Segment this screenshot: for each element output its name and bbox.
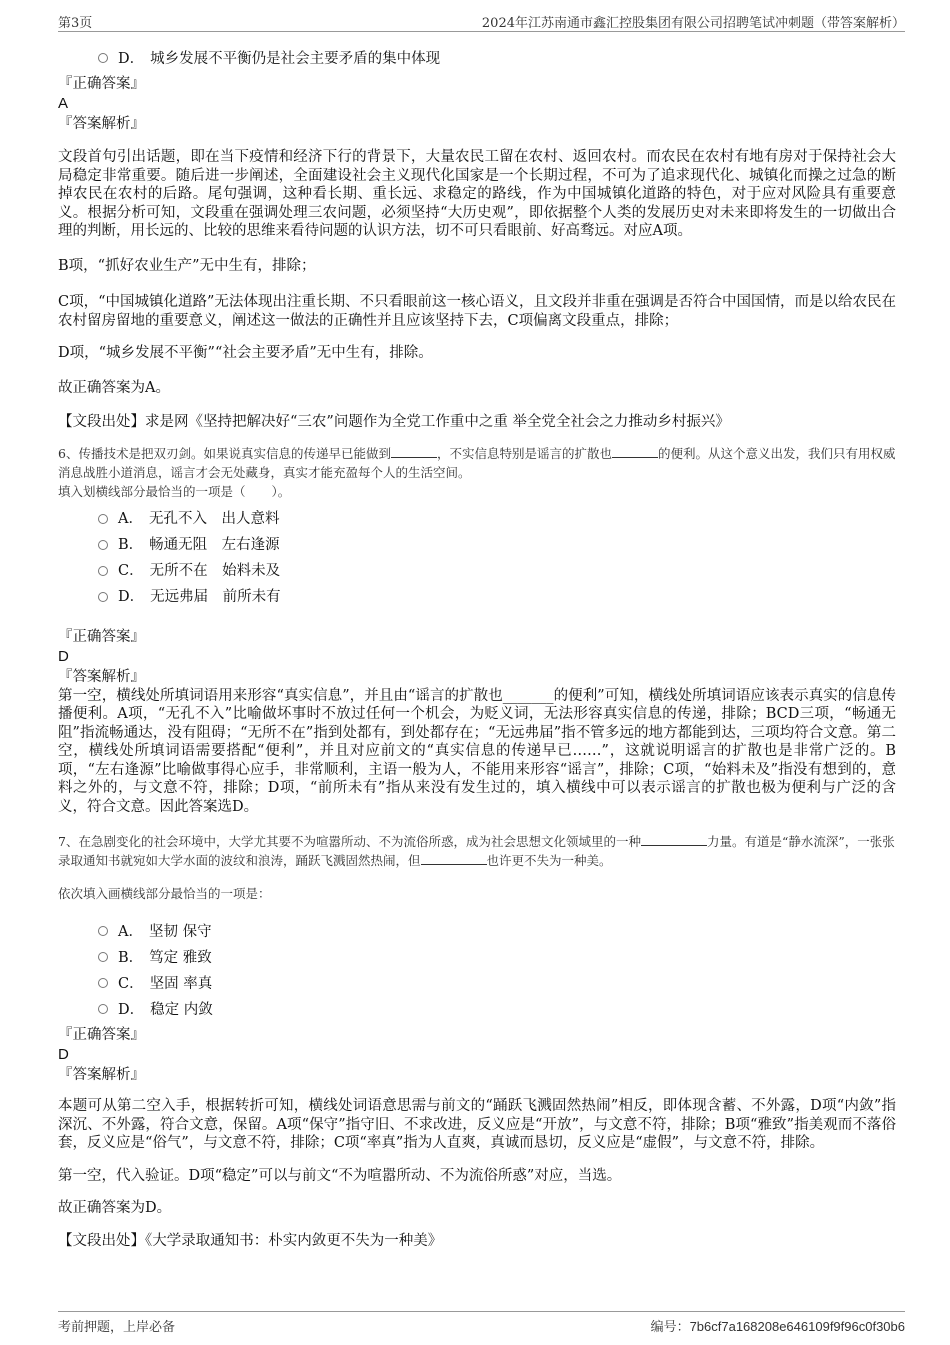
analysis-paragraph: 故正确答案为A。 [58,379,170,396]
radio-button[interactable] [98,926,108,936]
radio-button[interactable] [98,514,108,524]
radio-button[interactable] [98,1004,108,1014]
analysis-paragraph: 第一空，代入验证。D项“稳定”可以与前文“不为喧嚣所动、不为流俗所惑”对应，当选。 [58,1167,622,1184]
source-citation: 【文段出处】《大学录取通知书：朴实内敛更不失为一种美》 [58,1232,443,1249]
footer-slogan: 考前押题，上岸必备 [58,1320,176,1335]
radio-button[interactable] [98,540,108,550]
analysis-label: 『答案解析』 [58,668,145,685]
fill-blank [612,446,658,458]
analysis-paragraph: 文段首句引出话题，即在当下疫情和经济下行的背景下，大量农民工留在农村、返回农村。而农民在农村有地有房对于保持社会大局稳定非常重要。随后进一步阐述，全面建设社会主义现代化国家是一个长期过程，不可为了追求现代化、城镇化而操之过急的断掉农民在农村的后路。尾句强调，这种看长期、重长远、求稳定的路线，作为中国城镇化道路的特色，对于应对风险具有重要意义。根据分析可知，文段重在强调处理三农问题，必须坚持“大历史观”，即依据整个人类的发展历史对未来即将发生的一切做出合理的判断，用长远的、比较的思维来看待问题的认识方法，切不可只看眼前、好高骛远。对应A项。 [58,149,896,239]
fill-blank [641,834,707,846]
q6-option-a[interactable]: A． 无孔不入 出人意料 [58,505,896,531]
analysis-paragraph: 本题可从第二空入手，根据转折可知，横线处词语意思需与前文的“踊跃飞溅固然热闹”相反，即体现含蓄、不外露，D项“内敛”指深沉、不外露，符合文意，保留。A项“保守”指守旧、不求改进，反义应是“开放”，与文意不符，排除；B项“雅致”指美观而不落俗套，反义应是“俗气”，与文意不符，排除；C项“率真”指为人直爽，真诚而恳切，反义应是“虚假”，与文意不符，排除。 [58,1098,896,1151]
q7-option-a[interactable]: A． 坚韧 保守 [58,917,896,943]
q6-option-c[interactable]: C． 无所不在 始料未及 [58,557,896,583]
option-letter: D． [118,50,145,67]
document-id: 编号：7b6cf7a168208e646109f9f96c0f30b6 [650,1319,905,1334]
answer-label: 『正确答案』 [58,628,145,645]
q7-option-b[interactable]: B． 笃定 雅致 [58,943,896,969]
analysis-paragraph: 故正确答案为D。 [58,1200,172,1216]
q7-option-d[interactable]: D． 稳定 内敛 [58,995,896,1021]
question-prompt: 填入划横线部分最恰当的一项是（ ）。 [58,483,291,499]
radio-button[interactable] [98,53,108,63]
q6-option-d[interactable]: D． 无远弗届 前所未有 [58,583,896,609]
answer-label: 『正确答案』 [58,76,145,92]
answer-value: D [58,1046,69,1063]
q6-option-b[interactable]: B． 畅通无阻 左右逢源 [58,531,896,557]
question-stem: 6、传播技术是把双刃剑。如果说真实信息的传递早已能做到 ，不实信息特别是谣言的扩散也 的便利。从这个意义出发，我们只有用权威消息战胜小道消息，谣言才会无处藏身，真实才能充盈每个人的生活空间。 [58,445,896,480]
source-citation: 【文段出处】求是网《坚持把解决好“三农”问题作为全党工作重中之重 举全党全社会之力推动乡村振兴》 [58,414,730,430]
option-text: 城乡发展不平衡仍是社会主要矛盾的集中体现 [150,50,441,67]
page-footer [58,1311,905,1335]
analysis-paragraph: B项，“抓好农业生产”无中生有，排除； [58,257,316,274]
answer-label: 『正确答案』 [58,1027,145,1043]
analysis-paragraph: 第一空，横线处所填词语用来形容“真实信息”，并且由“谣言的扩散也_______的便利”可知，横线处所填词语应该表示真实的信息传播便利。A项，“无孔不入”比喻做坏事时不放过任何一个机会，为贬义词，无法形容真实信息的传递，排除；BCD三项，“畅通无阻”指流畅通达，没有阻碍；“无所不在”指到处都有，到处都存在；“无远弗届”指不管多远的地方都能到达，三项均符合文意。第二空，横线处所填词语需要搭配“便利”，并且对应前文的“真实信息的传递早已……”，这就说明谣言的扩散也是非常广泛的。B项，“左右逢源”比喻做事得心应手，非常顺利，主语一般为人，不能用来形容“谣言”，排除；C项，“始料未及”指没有想到的，意料之外的，与文意不符，排除；D项，“前所未有”指从来没有发生过的，填入横线中可以表示谣言的扩散也极为便利与广泛的含义，符合文意。因此答案选D。 [58,687,896,815]
analysis-paragraph: D项，“城乡发展不平衡”“社会主要矛盾”无中生有，排除。 [58,345,433,361]
page-content [58,44,896,1250]
answer-value: D [58,647,69,665]
document-title: 2024年江苏南通市鑫汇控股集团有限公司招聘笔试冲刺题（带答案解析） [481,16,905,31]
page-header [58,12,905,32]
question-prompt: 依次填入画横线部分最恰当的一项是： [58,886,271,901]
fill-blank [391,446,437,458]
radio-button[interactable] [98,978,108,988]
answer-value: A [58,95,69,112]
fill-blank [421,853,487,865]
analysis-paragraph: C项，“中国城镇化道路”无法体现出注重长期、不只看眼前这一核心语义，且文段并非重在强调是否符合中国国情，而是以给农民在农村留房留地的重要意义，阐述这一做法的正确性并且应该坚持下去，C项偏离文段重点，排除； [58,294,896,329]
radio-button[interactable] [98,952,108,962]
radio-button[interactable] [98,592,108,602]
radio-button[interactable] [98,566,108,576]
analysis-label: 『答案解析』 [58,116,145,132]
q7-option-c[interactable]: C． 坚固 率真 [58,969,896,995]
question-stem: 7、在急剧变化的社会环境中，大学尤其要不为喧嚣所动、不为流俗所惑，成为社会思想文化领域里的一种 力量。有道是“静水流深”，一张张录取通知书就宛如大学水面的波纹和浪涛，踊跃飞溅固然热闹，但 也许更不失为一种美。 [58,834,895,868]
analysis-label: 『答案解析』 [58,1067,145,1083]
q5-option-d[interactable] [58,44,896,70]
page-number: 第3页 [58,16,93,31]
